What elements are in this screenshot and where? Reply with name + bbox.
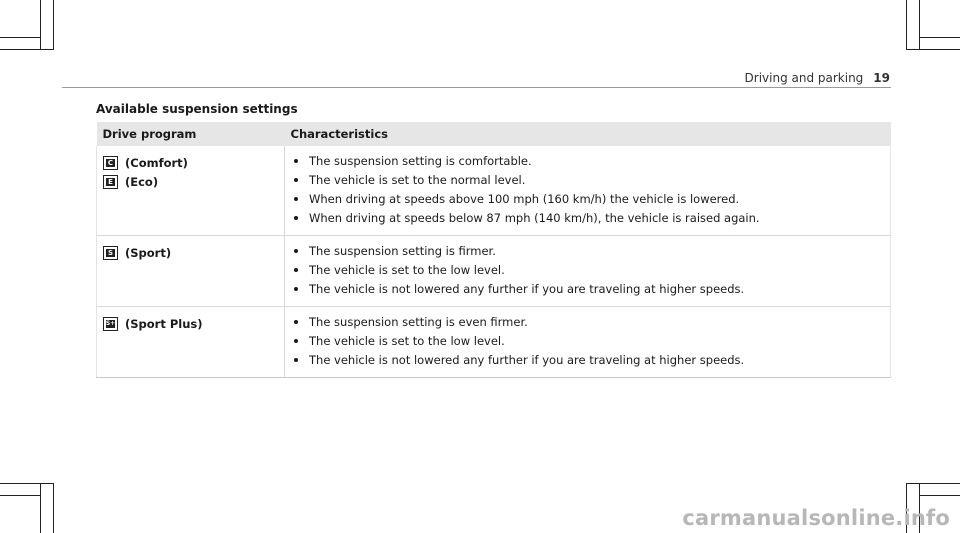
list-item: When driving at speeds below 87 mph (140 km/h), the vehicle is raised again. (291, 210, 884, 229)
crop-mark (0, 49, 54, 50)
section-title: Available suspension settings (96, 102, 298, 116)
list-item: The suspension setting is even firmer. (291, 314, 884, 333)
comfort-button-icon: C (103, 156, 118, 170)
column-header-characteristics: Characteristics (285, 122, 891, 146)
watermark-link[interactable]: carmanualsonline.info (682, 506, 950, 530)
eco-button-icon: E (103, 175, 118, 189)
mode-label: (Comfort) (125, 156, 188, 170)
sport-plus-button-icon: S+ (103, 317, 118, 331)
crop-mark (53, 0, 54, 50)
mode-sport-plus (103, 315, 278, 333)
crop-mark (40, 483, 41, 533)
table-row (97, 146, 891, 236)
running-head-section: Driving and parking (744, 71, 864, 85)
characteristics-cell (285, 146, 891, 236)
crop-mark (906, 483, 960, 484)
table-row (97, 236, 891, 307)
crop-mark (906, 0, 907, 50)
crop-mark (0, 483, 54, 484)
column-header-drive-program: Drive program (97, 122, 285, 146)
drive-program-cell (97, 146, 285, 236)
crop-mark (919, 37, 960, 38)
drive-program-cell (97, 236, 285, 307)
list-item: The vehicle is set to the low level. (291, 333, 884, 352)
suspension-settings-table (96, 122, 891, 378)
list-item: The vehicle is set to the low level. (291, 262, 884, 281)
mode-sport (103, 244, 278, 262)
list-item: The suspension setting is firmer. (291, 243, 884, 262)
crop-mark (40, 0, 41, 50)
crop-mark (0, 495, 41, 496)
crop-mark (919, 0, 920, 50)
mode-label: (Sport Plus) (125, 317, 203, 331)
drive-program-cell (97, 307, 285, 378)
mode-label: (Eco) (125, 175, 159, 189)
list-item: The vehicle is not lowered any further if you are traveling at higher speeds. (291, 281, 884, 300)
crop-mark (0, 37, 41, 38)
mode-eco (103, 173, 278, 191)
crop-mark (906, 49, 960, 50)
table-row (97, 307, 891, 378)
list-item: When driving at speeds above 100 mph (160 km/h) the vehicle is lowered. (291, 191, 884, 210)
list-item: The suspension setting is comfortable. (291, 153, 884, 172)
crop-mark (53, 483, 54, 533)
sport-button-icon: S (103, 246, 118, 260)
mode-label: (Sport) (125, 246, 172, 260)
page-number: 19 (873, 71, 890, 85)
characteristics-cell (285, 236, 891, 307)
header-rule (62, 87, 891, 88)
characteristics-cell (285, 307, 891, 378)
table-header-row (97, 122, 891, 146)
crop-mark (919, 495, 960, 496)
running-head (690, 71, 890, 85)
list-item: The vehicle is set to the normal level. (291, 172, 884, 191)
mode-comfort (103, 154, 278, 172)
list-item: The vehicle is not lowered any further if you are traveling at higher speeds. (291, 352, 884, 371)
